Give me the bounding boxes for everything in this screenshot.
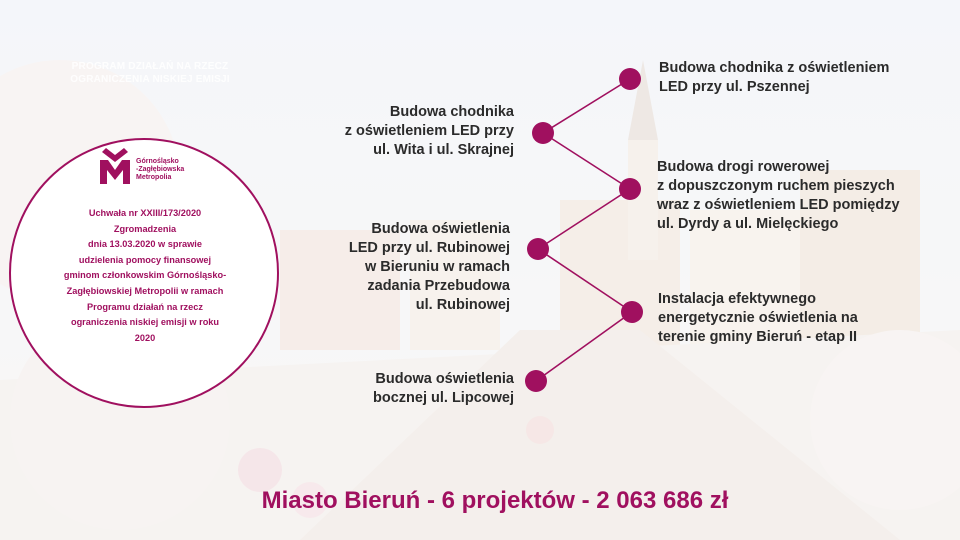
program-title-line: OGRANICZENIA NISKIEJ EMISJI — [70, 74, 230, 85]
project-instalacja-oswietlenia — [658, 290, 858, 347]
node-dot — [619, 68, 641, 90]
logo-line: -Zagłębiowska — [136, 166, 185, 173]
project-line: Budowa chodnika z oświetleniem — [659, 60, 890, 76]
connector-line — [536, 312, 632, 381]
project-line: ul. Wita i ul. Skrajnej — [373, 142, 514, 158]
project-line: w Bieruniu w ramach — [364, 259, 510, 275]
connector-line — [538, 189, 630, 249]
project-lipcowa — [373, 370, 514, 408]
project-line: LED przy ul. Rubinowej — [348, 240, 510, 256]
project-line: Budowa oświetlenia — [375, 371, 514, 387]
project-line: Budowa drogi rowerowej — [657, 159, 830, 175]
resolution-line: dnia 13.03.2020 w sprawie — [88, 239, 202, 250]
logo-line: Górnośląsko — [136, 158, 179, 165]
summary-footer: Miasto Bieruń - 6 projektów - 2 063 686 zł — [261, 487, 729, 514]
node-dot — [621, 301, 643, 323]
resolution-line: Zgromadzenia — [113, 223, 177, 234]
node-dot — [527, 238, 549, 260]
project-line: LED przy ul. Pszennej — [659, 79, 810, 95]
resolution-line: ograniczenia niskiej emisji w roku — [70, 317, 220, 328]
resolution-line: gminom członkowskim Górnośląsko- — [63, 270, 227, 281]
project-line: zadania Przebudowa — [367, 278, 510, 294]
project-line: energetycznie oświetlenia na — [658, 310, 858, 326]
project-line: Budowa chodnika — [389, 104, 514, 120]
program-title-line: PROGRAM DZIAŁAŃ NA RZECZ — [71, 61, 229, 72]
project-droga-rowerowa — [657, 158, 900, 234]
logo-line: Metropolia — [136, 174, 172, 181]
project-wita-skrajna — [345, 103, 514, 160]
node-dot — [525, 370, 547, 392]
connector-line — [543, 79, 630, 133]
project-line: Budowa oświetlenia — [371, 221, 510, 237]
connector-line — [538, 249, 632, 312]
resolution-line: udzielenia pomocy finansowej — [78, 254, 212, 265]
resolution-line: Zagłębiowskiej Metropolii w ramach — [66, 285, 224, 296]
node-dot — [532, 122, 554, 144]
project-line: terenie gminy Bieruń - etap II — [658, 329, 858, 345]
project-pszenna — [659, 59, 889, 97]
node-dot — [619, 178, 641, 200]
project-line: bocznej ul. Lipcowej — [373, 390, 514, 406]
project-line: ul. Rubinowej — [415, 297, 510, 313]
project-line: z dopuszczonym ruchem pieszych — [657, 178, 895, 194]
connector-line — [543, 133, 630, 189]
project-line: ul. Dyrdy a ul. Mielęckiego — [657, 216, 839, 232]
resolution-line: Programu działań na rzecz — [87, 301, 203, 312]
project-line: z oświetleniem LED przy — [344, 123, 514, 139]
project-line: wraz z oświetleniem LED pomiędzy — [657, 197, 900, 213]
project-line: Instalacja efektywnego — [658, 291, 816, 307]
resolution-line: Uchwała nr XXIII/173/2020 — [88, 208, 202, 218]
project-rubinowa — [349, 220, 510, 315]
resolution-line: 2020 — [134, 332, 156, 343]
